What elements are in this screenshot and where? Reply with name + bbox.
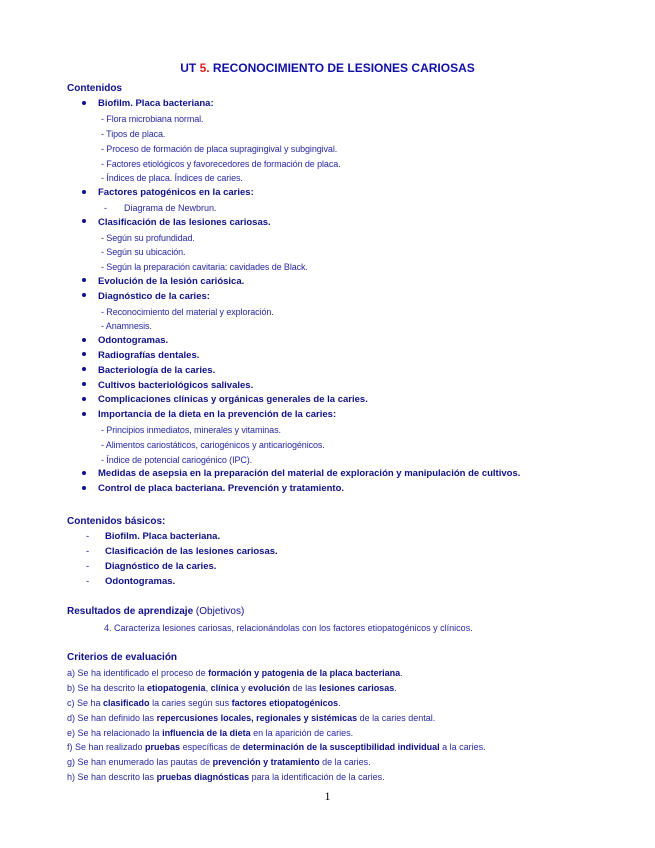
basic-item: - Odontogramas. (86, 575, 176, 587)
sub-item: - Según su ubicación. (101, 247, 186, 258)
sub-item: - Factores etiológicos y favorecedores de formación de placa. (101, 158, 341, 169)
bullet-item: Medidas de asepsia en la preparación del material de exploración y manipulación de cultivos. (82, 468, 520, 480)
section-heading-contenidos-basicos: Contenidos básicos: (67, 516, 166, 527)
bullet-item: Complicaciones clínicas y orgánicas generales de la caries. (82, 394, 368, 406)
bullet-dot (82, 293, 86, 297)
criterion-item: f) Se han realizado pruebas específicas de determinación de la susceptibilidad individual a la caries. (67, 742, 486, 753)
bullet-item: Radiografías dentales. (82, 350, 199, 362)
bullet-dot (82, 190, 86, 194)
section-heading-criterios: Criterios de evaluación (67, 652, 178, 663)
basic-item: - Clasificación de las lesiones cariosas. (86, 546, 278, 558)
bullet-item: Biofilm. Placa bacteriana: (82, 98, 214, 110)
bullet-item: Cultivos bacteriológicos salivales. (82, 380, 253, 392)
criterion-item: g) Se han enumerado las pautas de prevención y tratamiento de la caries. (67, 757, 371, 768)
bullet-dot (82, 101, 86, 105)
bullet-item: Factores patogénicos en la caries: (82, 187, 254, 199)
bullet-dot (82, 367, 86, 371)
bullet-dot (82, 219, 86, 223)
basic-item: - Diagnóstico de la caries. (86, 560, 217, 572)
bullet-dot (82, 486, 86, 490)
sub-item: - Índices de placa. Índices de caries. (101, 173, 243, 184)
bullet-item: Bacteriología de la caries. (82, 365, 215, 377)
sub-item: - Proceso de formación de placa supragingival y subgingival. (101, 143, 338, 154)
basic-item: - Biofilm. Placa bacteriana. (86, 531, 221, 543)
bullet-item: Diagnóstico de la caries: (82, 291, 210, 303)
sub-item: - Principios inmediatos, minerales y vitaminas. (101, 424, 281, 435)
sub-item: - Anamnesis. (101, 321, 152, 332)
bullet-item: Clasificación de las lesiones cariosas. (82, 217, 271, 229)
sub-item: - Reconocimiento del material y exploración. (101, 306, 274, 317)
sub-item: - Alimentos cariostáticos, cariogénicos y anticariogénicos. (101, 439, 325, 450)
sub-item: - Índice de potencial cariogénico (IPC). (101, 454, 253, 465)
sub-item: - Según su profundidad. (101, 232, 195, 243)
bullet-dot (82, 352, 86, 356)
sub-item: - Flora microbiana normal. (101, 114, 204, 125)
bullet-dot (82, 397, 86, 401)
bullet-dot (82, 412, 86, 416)
bullet-dot (82, 278, 86, 282)
criterion-item: b) Se ha descrito la etiopatogenia, clínica y evolución de las lesiones cariosas. (67, 683, 397, 694)
criterion-item: a) Se ha identificado el proceso de formación y patogenia de la placa bacteriana. (67, 668, 403, 679)
bullet-dot (82, 471, 86, 475)
bullet-dot (82, 382, 86, 386)
bullet-item: Importancia de la dieta en la prevención de la caries: (82, 409, 336, 421)
learning-outcome: 4. Caracteriza lesiones cariosas, relacionándolas con los factores etiopatogénicos y clínicos. (104, 622, 473, 633)
criterion-item: e) Se ha relacionado la influencia de la dieta en la aparición de caries. (67, 727, 354, 738)
bullet-item: Control de placa bacteriana. Prevención y tratamiento. (82, 483, 344, 495)
criterion-item: d) Se han definido las repercusiones locales, regionales y sistémicas de la caries dental. (67, 712, 436, 723)
page-title: UT 5. RECONOCIMIENTO DE LESIONES CARIOSAS (180, 61, 475, 75)
page-number: 1 (324, 789, 331, 803)
criterion-item: c) Se ha clasificado la caries según sus factores etiopatogénicos. (67, 697, 341, 708)
sub-item: - Tipos de placa. (101, 128, 166, 139)
bullet-dot (82, 338, 86, 342)
criterion-item: h) Se han descrito las pruebas diagnósticas para la identificación de la caries. (67, 771, 385, 782)
sub-item: - Diagrama de Newbrun. (104, 202, 217, 213)
bullet-item: Odontogramas. (82, 335, 168, 347)
sub-item: - Según la preparación cavitaria: cavidades de Black. (101, 262, 308, 273)
section-heading-resultados: Resultados de aprendizaje (Objetivos) (67, 606, 245, 617)
bullet-item: Evolución de la lesión cariósica. (82, 276, 244, 288)
section-heading-contenidos: Contenidos (67, 83, 122, 94)
